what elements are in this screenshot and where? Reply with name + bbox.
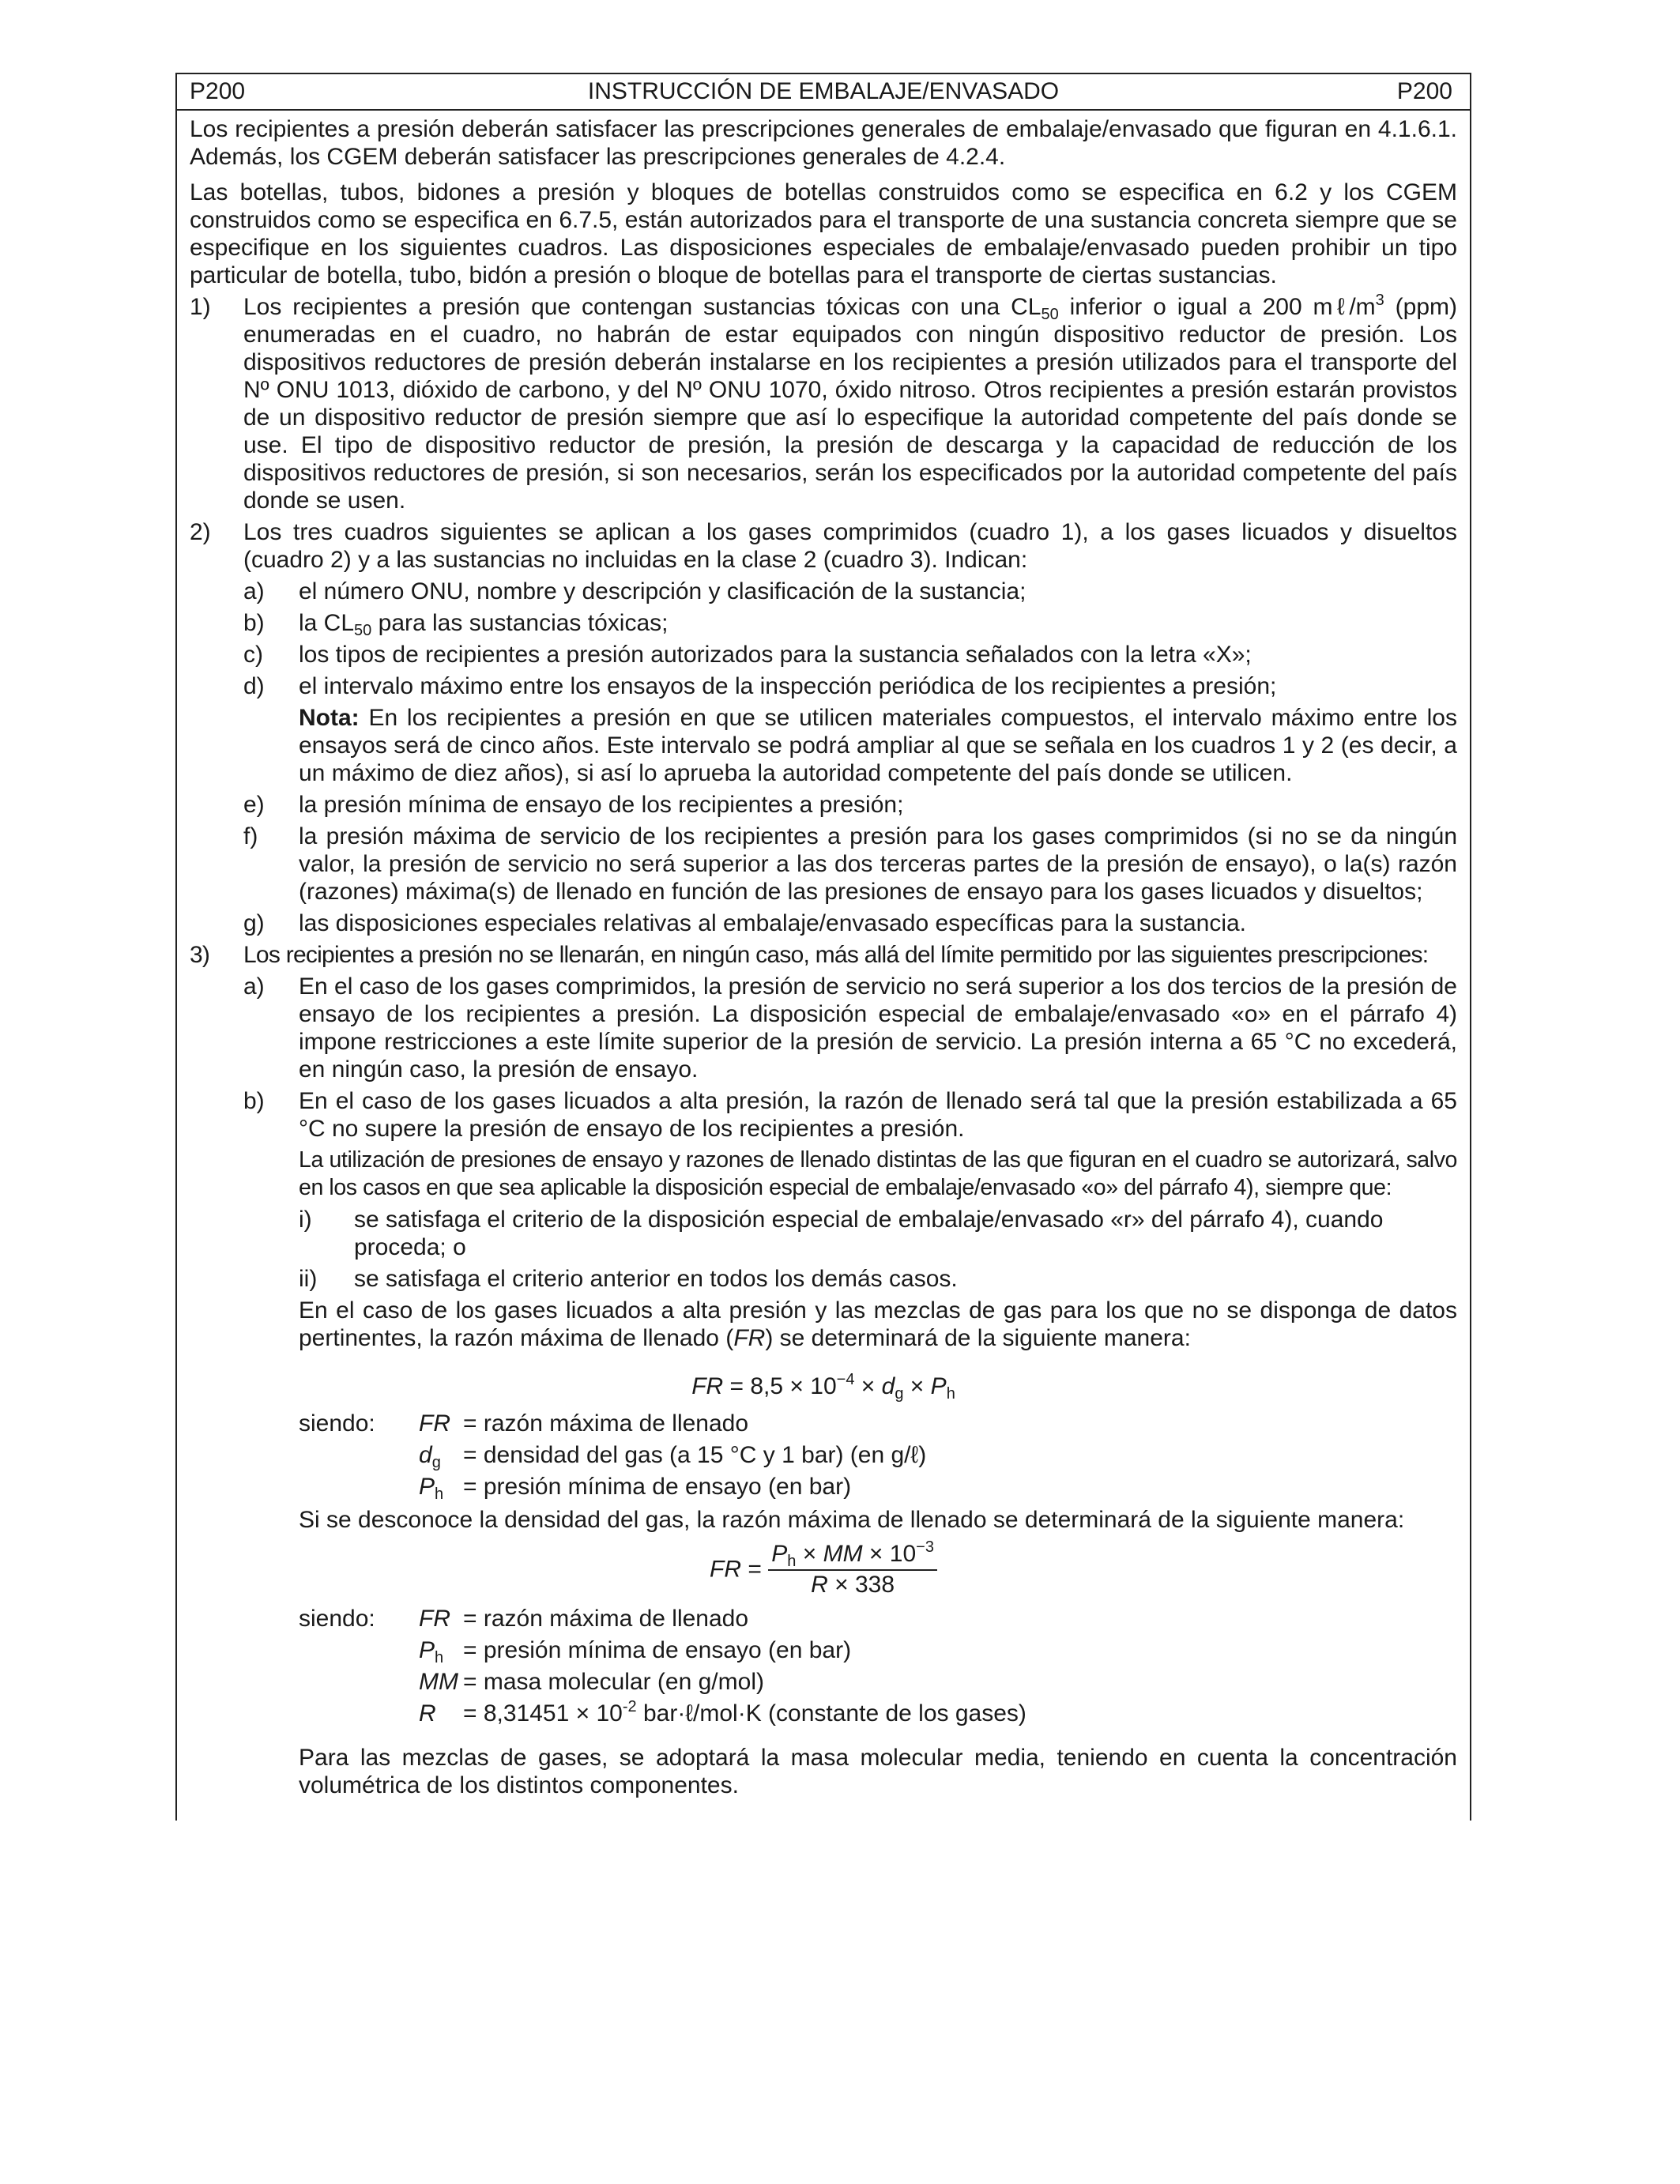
item-2b-number: b): [243, 610, 265, 636]
def-description: = densidad del gas (a 15 °C y 1 bar) (en g/ℓ): [463, 1442, 927, 1468]
formula2-lhs: FR =: [710, 1556, 769, 1583]
formula1-d-sub: g: [895, 1385, 904, 1403]
item-2: [190, 518, 1457, 574]
formula1-lhs: FR: [691, 1373, 724, 1399]
no-data-post: ) se determinará de la siguiente manera:: [765, 1325, 1191, 1351]
item-2b: [190, 609, 1457, 637]
no-data-fr: FR: [733, 1325, 766, 1351]
item-2-note: [190, 704, 1457, 787]
formula1-d: d: [881, 1373, 895, 1399]
item-2d-number: d): [243, 673, 265, 699]
item-2e-number: e): [243, 792, 265, 818]
def-label: siendo:: [299, 1606, 375, 1632]
formula2-numerator: $P_h$ × MM × $10^{-3}$: [768, 1540, 937, 1571]
item-3b-i-text: se satisfaga el criterio de la disposición especial de embalaje/envasado «r» del párrafo 4), cuando proceda; o: [354, 1207, 1384, 1260]
header-code-right: P200: [1396, 78, 1452, 104]
definitions-2: [299, 1603, 1457, 1730]
item-3: [190, 941, 1457, 969]
item-2b-sub: 50: [354, 622, 372, 639]
item-3b-text: En el caso de los gases licuados a alta presión, la razón de llenado será tal que la presión estabilizada a 65 °C no supere la presión de ensayo de los recipientes a presión.: [299, 1088, 1457, 1142]
item-3b: [190, 1087, 1457, 1143]
item-1: [190, 293, 1457, 514]
definition-row: [299, 1603, 1457, 1635]
item-2b-post: para las sustancias tóxicas;: [371, 610, 669, 636]
def-symbol: R: [419, 1700, 436, 1726]
formula1-exp: −4: [836, 1371, 855, 1388]
note-label: Nota:: [299, 705, 360, 731]
def-label: siendo:: [299, 1410, 375, 1437]
item-1-text-post: (ppm) enumeradas en el cuadro, no habrán de estar equipados con ningún dispositivo reductor de presión. Los dispositivos reductores de presión deberán instalarse en los recipientes a presión utilizados para el transporte del Nº ONU 1013, dióxido de carbono, y del Nº ONU 1070, óxido nitroso. Otros recipientes a presión estarán provistos de un dispositivo reductor de presión siempre que así lo especifique la autoridad competente del país donde se use. El tipo de dispositivo reductor de presión, la presión de descarga y la capacidad de reducción de los dispositivos reductores de presión, si son necesarios, serán los especificados por la autoridad competente del país donde se usen.: [243, 294, 1457, 514]
def-description: = $8,31451 \times 10^{-2}$ bar·ℓ/mol·K (constante de los gases): [463, 1698, 1026, 1726]
item-3a: [190, 973, 1457, 1083]
def-description: = presión mínima de ensayo (en bar): [463, 1474, 852, 1500]
item-2g-number: g): [243, 910, 265, 936]
density-unknown-paragraph: Si se desconoce la densidad del gas, la razón máxima de llenado se determinará de la siguiente manera:: [299, 1507, 1405, 1533]
definition-row: [299, 1471, 1457, 1503]
intro-paragraph-2: Las botellas, tubos, bidones a presión y bloques de botellas construidos como se especifica en 6.2 y los CGEM construidos como se especifica en 6.7.5, están autorizados para el transporte de una sustancia concreta siempre que se especifique en los siguientes cuadros. Las disposiciones especiales de embalaje/envasado pueden prohibir un tipo particular de botella, tubo, bidón a presión o bloque de botellas para el transporte de ciertas sustancias.: [190, 179, 1457, 288]
item-3a-text: En el caso de los gases comprimidos, la presión de servicio no será superior a los dos tercios de la presión de ensayo de los recipientes a presión. La disposición especial de embalaje/envasado «o» en el párrafo 4) impone restricciones a este límite superior de la presión de servicio. La presión interna a 65 °C no excederá, en ningún caso, la presión de ensayo.: [299, 973, 1457, 1083]
item-3b-ii-number: ii): [299, 1266, 318, 1292]
item-2b-pre: la CL: [299, 610, 355, 636]
def-symbol: $d_g$: [419, 1442, 441, 1471]
definition-row: [299, 1635, 1457, 1666]
definition-row: [299, 1666, 1457, 1698]
formula1-x: ×: [903, 1373, 931, 1399]
item-2f-number: f): [243, 823, 258, 849]
definition-row: [299, 1698, 1457, 1730]
header-code-left: P200: [190, 78, 246, 104]
formula1-p: P: [930, 1373, 947, 1399]
definitions-1: [299, 1408, 1457, 1503]
item-2-text: Los tres cuadros siguientes se aplican a los gases comprimidos (cuadro 1), a los gases licuados y disueltos (cuadro 2) y a las sustancias no incluidas en la clase 2 (cuadro 3). Indican:: [243, 519, 1457, 573]
def-description: = presión mínima de ensayo (en bar): [463, 1637, 852, 1663]
formula1-p-sub: h: [946, 1385, 955, 1403]
item-3b-number: b): [243, 1088, 265, 1114]
item-2e-text: la presión mínima de ensayo de los recipientes a presión;: [299, 792, 904, 818]
gas-mixtures-paragraph: Para las mezclas de gases, se adoptará la masa molecular media, teniendo en cuenta la concentración volumétrica de los distintos componentes.: [299, 1745, 1457, 1798]
instruction-body: [190, 115, 1457, 1803]
intro-paragraph-1: Los recipientes a presión deberán satisfacer las prescripciones generales de embalaje/envasado que figuran en 4.1.6.1. Además, los CGEM deberán satisfacer las prescripciones generales de 4.2.4.: [190, 116, 1457, 170]
item-2f-text: la presión máxima de servicio de los recipientes a presión para los gases comprimidos (si no se da ningún valor, la presión de servicio no será superior a las dos terceras partes de la presión de ensayo), o la(s) razón (razones) máxima(s) de llenado en función de las presiones de ensayo para los gases licuados y disueltos;: [299, 823, 1457, 905]
item-3b-i-number: i): [299, 1207, 312, 1233]
item-2e: [190, 791, 1457, 819]
item-2d-text: el intervalo máximo entre los ensayos de la inspección periódica de los recipientes a presión;: [299, 673, 1277, 699]
def-symbol: MM: [419, 1669, 458, 1695]
item-2d: [190, 672, 1457, 700]
def-symbol: FR: [419, 1410, 450, 1437]
formula1-eq: = 8,5 × 10: [723, 1373, 837, 1399]
def-symbol: $P_h$: [419, 1474, 444, 1503]
item-3-number: 3): [190, 942, 210, 968]
def-description: = razón máxima de llenado: [463, 1606, 749, 1632]
item-3b-ii: [190, 1265, 1457, 1293]
item-2a-number: a): [243, 578, 265, 604]
item-2c: [190, 641, 1457, 668]
item-3-text: Los recipientes a presión no se llenarán, en ningún caso, más allá del límite permitido por las siguientes prescripciones:: [243, 942, 1429, 968]
item-2c-number: c): [243, 642, 263, 668]
no-data-pre: En el caso de los gases licuados a alta presión y las mezclas de gas para los que no se disponga de datos pertinentes, la razón máxima de llenado (: [299, 1297, 1457, 1351]
note-text: En los recipientes a presión en que se utilicen materiales compuestos, el intervalo máximo entre los ensayos será de cinco años. Este intervalo se podrá ampliar al que se señala en los cuadros 1 y 2 (es decir, a un máximo de diez años), si así lo aprueba la autoridad competente del país donde se utilicen.: [299, 705, 1457, 786]
definition-row: [299, 1440, 1457, 1471]
instruction-header: [177, 74, 1470, 111]
def-symbol: $P_h$: [419, 1637, 444, 1666]
item-2f: [190, 823, 1457, 906]
item-2a-text: el número ONU, nombre y descripción y clasificación de la sustancia;: [299, 578, 1026, 604]
item-1-text-pre: Los recipientes a presión que contengan sustancias tóxicas con una CL: [243, 294, 1042, 320]
item-2a: [190, 578, 1457, 605]
formula-fill-ratio-molecular: [190, 1540, 1457, 1598]
formula-fill-ratio: [190, 1371, 1457, 1403]
item-3b-no-data-paragraph: [190, 1297, 1457, 1352]
item-3b-ii-text: se satisfaga el criterio anterior en todos los demás casos.: [354, 1266, 958, 1292]
def-description: = masa molecular (en g/mol): [463, 1669, 764, 1695]
item-2g-text: las disposiciones especiales relativas al embalaje/envasado específicas para la sustancia.: [299, 910, 1247, 936]
item-1-cl-sub: 50: [1041, 306, 1059, 323]
item-1-text-mid: inferior o igual a 200 mℓ/m: [1058, 294, 1376, 320]
item-2-number: 2): [190, 519, 211, 545]
instruction-box: [175, 73, 1471, 1821]
item-1-m3-sup: 3: [1375, 292, 1384, 309]
formula2-fraction: [768, 1540, 937, 1598]
item-3b-paragraph: La utilización de presiones de ensayo y razones de llenado distintas de las que figuran en el cuadro se autorizará, salvo en los casos en que sea aplicable la disposición especial de embalaje/envasado «o» del párrafo 4), siempre que:: [299, 1147, 1457, 1200]
def-description: = razón máxima de llenado: [463, 1410, 749, 1437]
item-2g: [190, 909, 1457, 937]
definition-row: [299, 1408, 1457, 1440]
def-symbol: FR: [419, 1606, 450, 1632]
item-3a-number: a): [243, 973, 265, 1000]
formula1-mid: ×: [854, 1373, 882, 1399]
item-2c-text: los tipos de recipientes a presión autorizados para la sustancia señalados con la letra «X»;: [299, 642, 1252, 668]
item-3b-i: [190, 1206, 1457, 1261]
formula2-denominator: R × 338: [811, 1572, 895, 1598]
item-1-number: 1): [190, 294, 211, 320]
header-title: INSTRUCCIÓN DE EMBALAJE/ENVASADO: [587, 78, 1060, 104]
